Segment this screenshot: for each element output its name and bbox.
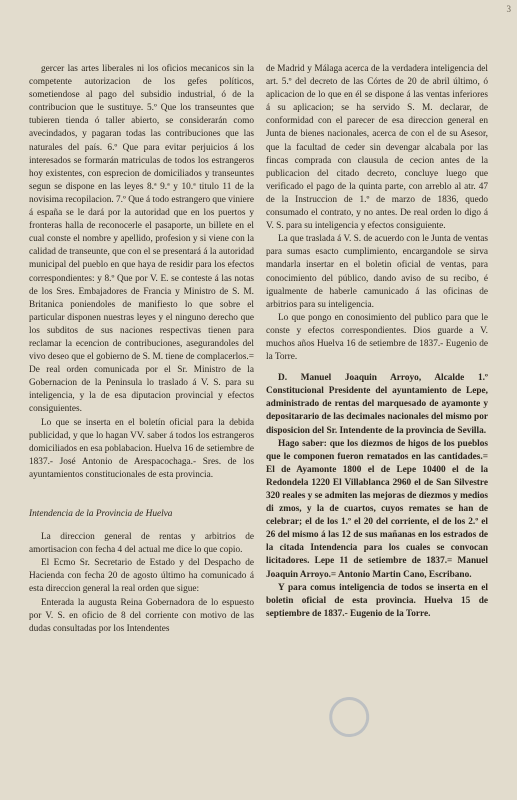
section-heading: Intendencia de la Provincia de Huelva bbox=[29, 509, 173, 519]
paragraph: La que traslada á V. S. de acuerdo con le Junta de ventas para sumas esacto cumplimiento, encargandole se sirva mandarla insertar en el boletin oficial de ventas, para conocimiento del público, dando aviso de su recibo, é igualmente de haberle camunicado á las oficinas de arbitrios para su inteligencia. bbox=[266, 234, 488, 310]
paragraph: Y para comus inteligencia de todos se inserta en el boletin oficial de esta provincia. Huelva 15 de septiembre de 1837.- Eugenio de la Torre. bbox=[266, 582, 488, 619]
paragraph: Hago saber: que los diezmos de higos de los pueblos que le componen fueron rematados en las cantidades.= El de Ayamonte 1800 el de Lepe 10400 el de la Redondela 1220 El Villablanca 2960 el de San Silvestre 320 reales y se admiten las mejoras de diezmos y medios di zmos, y la de cuartos, cuyos remates se han de celebrar; el de los 1.º el 20 del corriente, el de los 2.º el 26 del mismo á las 12 de sus mañanas en los estrados de la citada Intendencia para los cuales se convocan licitadores. Lepe 11 de setiembre de 1837.= Manuel Joaquin Arroyo.= Antonio Martin Cano, Escribano. bbox=[266, 438, 488, 580]
notice-header: D. Manuel Joaquin Arroyo, Alcalde 1.º Constitucional Presidente del ayuntamiento de Lepe, administrado de rentas del marquesado de ayamonte y depositarario de las decimales nacionales del mismo por disposicion del Sr. Intendente de la provincia de Sevilla. bbox=[266, 373, 488, 436]
paragraph: El Ecmo Sr. Secretario de Estado y del Despacho de Hacienda con fecha 20 de agosto último ha comunicado á esta direccion general la real orden que sigue: bbox=[29, 558, 254, 595]
paragraph: de Madrid y Málaga acerca de la verdadera inteligencia del art. 5.º del decreto de las Córtes de 20 de abril último, ó aplicacion de lo que en él se dispone á las ventas inferiores á su aplicacion; se ha servido S. M. declarar, de conformidad con el parecer de esa direccion general en Junta de bienes nacionales, acerca de con el de su Asesor, que la facultad de ceder sin devengar alcabala por las fincas comprada con clausula de cecion antes de la publicacion del citado decreto, concluye luego que verificado el pago de la quinta parte, con arreblo al atr. 47 de la Instruccion de 1.º de marzo de 1836, quedo consumado el contrato, y no antes. De real orden lo digo á V. S. para su inteligencia y efectos consiguiente. bbox=[266, 64, 488, 232]
paragraph: Lo que pongo en conosimiento del publico para que le conste y efectos correspondientes. Dios guarde a V. muchos años Huelva 16 de setiembre de 1837.- Eugenio de la Torre. bbox=[266, 312, 488, 363]
paragraph: gercer las artes liberales ni los oficios mecanicos sin la competente autorizacion de los gefes políticos, sometiendose al pago del subsidio industrial, ó de la contribucion que le sustituye. 5.º Que los transeuntes que tubieren tienda ó taller abierto, se considerarán como avecindados, y pagaran todas las contribuciones que las naturales del país. 6.º Que para evitar perjuicios á los interesados se formarán matriculas de todos los estrangeros hoy existentes, con esprecion de domiciliados y transeuntes segun se dispone en las leyes 8.ª 9.ª y 10.ª titulo 11 de la novisima recopilacion. 7.º Que á todo estrangero que viniere á españa se le dará por la autoridad que en los puertos y fronteras halla de reconocerle el pasaporte, un billete en el cual conste el nombre y apellido, profesion y si viene con la calidad de transeunte, que con el se presentará á la autoridad municipal del pueblo en que haya de residir para los efectos correspondientes: y 8.º Que por V. E. se conteste á las notas de los Sres. Embajadores de Francia y Ministro de S. M. Britanica poniendoles de manifiesto lo que sobre el particular disponen nuestras leyes y el ninguno derecho que los subditos de sus naciones respectivas tienen para reclamar la ecencion de contribuciones, asegurandoles del vivo deseo que el gobierno de S. M. tiene de complacerlos.= De real orden comunicada por el Sr. Ministro de la Gobernacion de la Peninsula lo traslado á V. S. para su inteligencia, y la de esa diputacion provincial y efectos consiguientes. bbox=[29, 64, 254, 415]
divider-space bbox=[266, 364, 488, 372]
left-column bbox=[29, 63, 254, 636]
paragraph: La direccion general de rentas y arbitrios de amortisacion con fecha 4 del actual me dice lo que copio. bbox=[29, 532, 254, 556]
paragraph: Enterada la augusta Reina Gobernadora de lo espuesto por V. S. en oficio de 8 del corriente con motivo de las dudas consultadas por los Intendentes bbox=[29, 597, 254, 634]
paragraph: Lo que se inserta en el boletín oficial para la debida publicidad, y que lo hagan VV. saber á todos los estrangeros domiciliados en esa poblabacion. Huelva 16 de setiembre de 1837.- José Antonio de Arespacochaga.- Sres. de los ayuntamientos constitucionales de esta provincia. bbox=[29, 417, 254, 480]
seal-icon bbox=[327, 695, 371, 739]
right-column bbox=[266, 63, 488, 621]
archive-watermark bbox=[325, 681, 509, 799]
page-number: 3 bbox=[506, 4, 511, 14]
